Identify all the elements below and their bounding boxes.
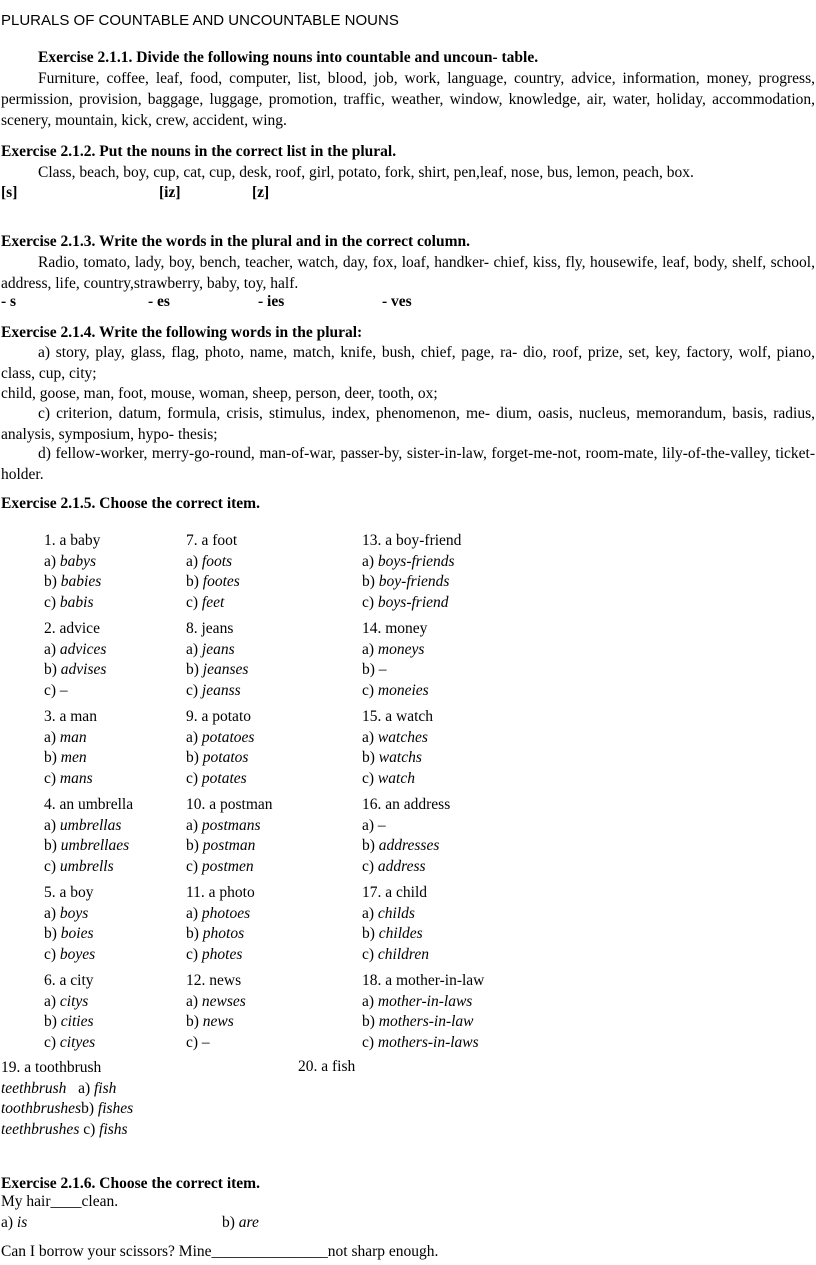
question-prompt: 12. news [186, 972, 242, 989]
exercise-2-1-6-heading: Exercise 2.1.6. Choose the correct item. [1, 1175, 260, 1192]
option-b: b) childes [362, 925, 423, 942]
question-8 [186, 619, 248, 701]
option-c: c) moneies [362, 681, 429, 699]
question-19-prompt: 19. a toothbrush [1, 1059, 102, 1076]
exercise-2-1-4-part-a: a) story, play, glass, flag, photo, name, match, knife, bush, chief, page, ra- dio, roof, prize, set, key, factory, wolf, piano, class, cup, city; [1, 344, 815, 382]
exercise-2-1-1-heading: Exercise 2.1.1. Divide the following nouns into countable and uncoun- table. [38, 49, 539, 66]
question-4 [44, 795, 133, 877]
option-a: a) boys-friends [362, 552, 455, 570]
option-b: b) mothers-in-law [362, 1013, 474, 1030]
question-prompt: 8. jeans [186, 620, 234, 637]
column-header-z: [z] [252, 184, 270, 201]
option-a: a) advices [44, 640, 107, 658]
exercise-2-1-4-part-b: child, goose, man, foot, mouse, woman, sheep, person, deer, tooth, ox; [1, 385, 438, 402]
exercise-2-1-4-part-c: c) criterion, datum, formula, crisis, stimulus, index, phenomenon, me- dium, oasis, nucleus, memorandum, basis, radius, analysis, symposium, hypo- thesis; [1, 405, 815, 443]
option-a: a) jeans [186, 640, 235, 658]
question-16 [362, 795, 450, 877]
option-b: b) jeanses [186, 661, 249, 678]
page-title: PLURALS OF COUNTABLE AND UNCOUNTABLE NOUNS [1, 12, 399, 29]
exercise-2-1-3-heading: Exercise 2.1.3. Write the words in the plural and in the correct column. [1, 233, 470, 250]
question-prompt: 14. money [362, 620, 428, 637]
question-14 [362, 619, 429, 701]
question-11 [186, 883, 255, 965]
option-b: b) footes [186, 573, 240, 590]
question-prompt: 16. an address [362, 796, 451, 813]
option-c: c) children [362, 945, 430, 963]
option-a: a) photoes [186, 904, 251, 922]
option-a: a) man [44, 728, 87, 746]
sentence-1: My hair____clean. [1, 1193, 119, 1210]
option-b: b) men [44, 749, 87, 766]
option-c: c) jeanss [186, 681, 241, 699]
option-a: a) mother-in-laws [362, 992, 473, 1010]
exercise-2-1-2-text: Class, beach, boy, cup, cat, cup, desk, roof, girl, potato, fork, shirt, pen,leaf, nose, bus, lemon, peach, box. [38, 164, 694, 181]
option-a: a) babys [44, 552, 97, 570]
option-c: c) address [362, 857, 426, 875]
column-header-s: [s] [1, 184, 18, 201]
option-c: c) boyes [44, 945, 96, 963]
option-c: c) – [186, 1033, 210, 1051]
option-b: b) boies [44, 925, 94, 942]
column-header-ies: - ies [258, 293, 285, 310]
question-19-option-b: toothbrushesb) fishes [1, 1100, 134, 1117]
question-12 [186, 971, 246, 1053]
option-c: c) – [44, 681, 68, 699]
question-15 [362, 707, 433, 789]
option-a: a) citys [44, 992, 89, 1010]
option-b: b) addresses [362, 837, 440, 854]
option-b: b) – [362, 661, 387, 678]
question-prompt: 1. a baby [44, 532, 101, 549]
option-a: a) watches [362, 728, 428, 746]
option-a: a) childs [362, 904, 415, 922]
question-3 [44, 707, 97, 789]
sentence-1-option-b: b) are [222, 1214, 259, 1231]
question-7 [186, 531, 240, 613]
question-1 [44, 531, 101, 613]
question-2 [44, 619, 106, 701]
sentence-1-option-a: a) is [1, 1214, 28, 1231]
question-prompt: 2. advice [44, 620, 100, 637]
option-c: c) cityes [44, 1033, 96, 1051]
column-header-ves: - ves [382, 293, 412, 310]
option-a: a) moneys [362, 640, 425, 658]
exercise-2-1-2-heading: Exercise 2.1.2. Put the nouns in the correct list in the plural. [1, 143, 397, 160]
option-b: b) boy-friends [362, 573, 450, 590]
question-prompt: 3. a man [44, 708, 97, 725]
question-prompt: 17. a child [362, 884, 427, 901]
question-10 [186, 795, 273, 877]
option-b: b) potatos [186, 749, 249, 766]
option-b: b) news [186, 1013, 234, 1030]
column-header-iz: [iz] [159, 184, 181, 201]
option-a: a) foots [186, 552, 233, 570]
option-c: c) umbrells [44, 857, 114, 875]
exercise-2-1-3-text: Radio, tomato, lady, boy, bench, teacher, watch, day, fox, loaf, handker- chief, kiss, fly, housewife, leaf, body, shelf, school, address, life, country,strawberry, baby, toy, half. [1, 254, 815, 292]
option-c: c) photes [186, 945, 243, 963]
sentence-2: Can I borrow your scissors? Mine_______________not sharp enough. [1, 1243, 439, 1260]
exercise-2-1-5-heading: Exercise 2.1.5. Choose the correct item. [1, 495, 260, 512]
column-header-s: - s [1, 293, 17, 310]
option-b: b) cities [44, 1013, 94, 1030]
question-prompt: 4. an umbrella [44, 796, 134, 813]
exercise-2-1-4-heading: Exercise 2.1.4. Write the following words in the plural: [1, 324, 363, 341]
question-prompt: 11. a photo [186, 884, 255, 901]
question-19-option-a: teethbrush a) fish [1, 1079, 117, 1097]
question-prompt: 10. a postman [186, 796, 273, 813]
option-b: b) babies [44, 573, 102, 590]
option-c: c) babis [44, 593, 94, 611]
option-c: c) postmen [186, 857, 254, 875]
option-c: c) mans [44, 769, 93, 787]
question-19-option-c: teethbrushes c) fishs [1, 1120, 128, 1138]
question-17 [362, 883, 429, 965]
option-c: c) mothers-in-laws [362, 1033, 479, 1051]
option-b: b) umbrellaes [44, 837, 130, 854]
question-prompt: 5. a boy [44, 884, 94, 901]
question-9 [186, 707, 254, 789]
option-b: b) photos [186, 925, 245, 942]
question-prompt: 7. a foot [186, 532, 238, 549]
question-13 [362, 531, 461, 613]
option-b: b) watchs [362, 749, 422, 766]
option-c: c) boys-friend [362, 593, 449, 611]
option-c: c) feet [186, 593, 225, 611]
question-20-prompt: 20. a fish [298, 1058, 356, 1075]
option-a: a) umbrellas [44, 816, 122, 834]
option-a: a) boys [44, 904, 89, 922]
option-a: a) – [362, 816, 386, 834]
question-prompt: 18. a mother-in-law [362, 972, 485, 989]
question-18 [362, 971, 484, 1053]
option-b: b) postman [186, 837, 256, 854]
option-c: c) potates [186, 769, 247, 787]
option-c: c) watch [362, 769, 415, 787]
question-6 [44, 971, 95, 1053]
option-a: a) newses [186, 992, 246, 1010]
question-prompt: 6. a city [44, 972, 94, 989]
question-prompt: 9. a potato [186, 708, 251, 725]
question-prompt: 15. a watch [362, 708, 434, 725]
question-19 [1, 1058, 133, 1140]
exercise-2-1-4-part-d: d) fellow-worker, merry-go-round, man-of-war, passer-by, sister-in-law, forget-me-not, room-mate, lily-of-the-valley, ticket-holder. [1, 445, 815, 483]
column-header-es: - es [148, 293, 170, 310]
option-b: b) advises [44, 661, 107, 678]
exercise-2-1-1-text: Furniture, coffee, leaf, food, computer, list, blood, job, work, language, country, advice, information, money, progress, permission, provision, baggage, luggage, promotion, traffic, weather, window, knowledge, air, water, holiday, accommodation, scenery, mountain, kick, crew, accident, wing. [1, 70, 815, 129]
option-a: a) potatoes [186, 728, 255, 746]
option-a: a) postmans [186, 816, 261, 834]
question-5 [44, 883, 95, 965]
question-prompt: 13. a boy-friend [362, 532, 462, 549]
